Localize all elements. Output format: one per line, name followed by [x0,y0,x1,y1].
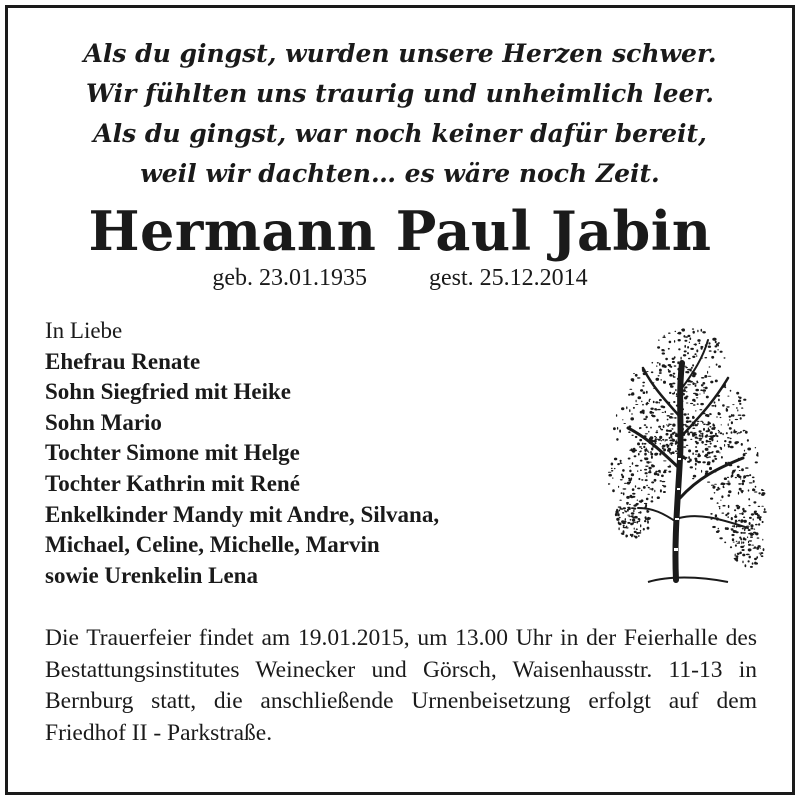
death-date: gest. 25.12.2014 [428,265,588,291]
mourners-intro: In Liebe [45,318,123,343]
mourner-entry: Tochter Kathrin mit René [45,470,300,496]
mourner-entry: Ehefrau Renate [45,348,201,374]
birch-tree-icon [608,318,768,593]
funeral-notice: Die Trauerfeier findet am 19.01.2015, um 13.00 Uhr in der Feierhalle des Bestattungsinstitutes Weinecker und Görsch, Waisenhausstr. 11-13 in Bernburg statt, die anschließende Urnenbeisetzung erfolgt auf dem Friedhof II - Parkstraße. [45,625,757,746]
poem-line: weil wir dachten… es wäre noch Zeit. [140,159,660,188]
poem-line: Als du gingst, war noch keiner dafür bereit, [93,119,707,148]
deceased-name: Hermann Paul Jabin [88,199,712,263]
mourner-entry: Sohn Mario [45,409,162,435]
poem-line: Wir fühlten uns traurig und unheimlich leer. [86,79,714,108]
birth-date: geb. 23.01.1935 [212,265,367,291]
mourner-entry: sowie Urenkelin Lena [45,562,258,588]
mourner-entry: Enkelkinder Mandy mit Andre, Silvana, [45,501,440,527]
mourner-entry: Tochter Simone mit Helge [45,440,300,466]
life-dates [8,265,792,292]
poem-line: Als du gingst, wurden unsere Herzen schwer. [83,39,717,68]
memorial-poem [8,34,792,194]
mourners-list [45,316,439,591]
mourner-entry: Sohn Siegfried mit Heike [45,379,291,405]
obituary-frame [5,5,795,795]
mourner-entry: Michael, Celine, Michelle, Marvin [45,532,380,558]
